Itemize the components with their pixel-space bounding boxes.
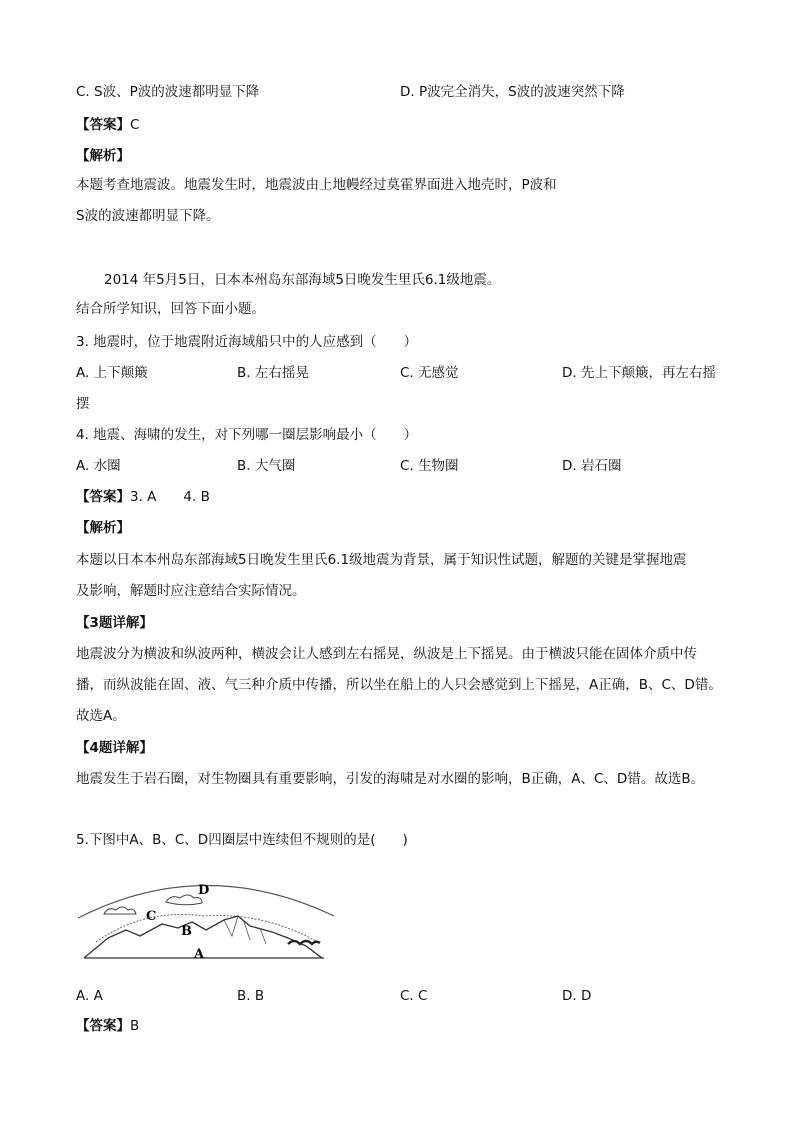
q2-answer bbox=[76, 115, 139, 135]
q2-analysis-label: 【解析】 bbox=[76, 148, 130, 164]
q3-detail-label: 【3题详解】 bbox=[76, 615, 153, 631]
q4-option-b: B. 大气圈 bbox=[237, 458, 296, 474]
label-d: D bbox=[198, 883, 210, 898]
q3-option-d: D. 先上下颠簸，再左右摇 bbox=[562, 365, 716, 381]
answer-value: C bbox=[130, 117, 140, 133]
q34-analysis-line2: 及影响，解题时应注意结合实际情况。 bbox=[76, 583, 306, 599]
q5-option-b: B. B bbox=[237, 988, 265, 1004]
q5-option-d: D. D bbox=[562, 988, 592, 1004]
q4-detail-label: 【4题详解】 bbox=[76, 740, 153, 756]
label-b: B bbox=[181, 924, 192, 939]
q5-answer bbox=[76, 1016, 139, 1036]
label-c: C bbox=[146, 909, 157, 924]
intro-line2: 结合所学知识，回答下面小题。 bbox=[76, 301, 265, 317]
q4-detail-line1: 地震发生于岩石圈，对生物圈具有重要影响，引发的海啸是对水圈的影响，B正确，A、C、D错。故选B。 bbox=[76, 771, 705, 787]
answer-label: 【答案】 bbox=[76, 1018, 130, 1034]
label-a: A bbox=[194, 947, 205, 962]
earth-spheres-figure bbox=[74, 872, 338, 968]
q34-analysis-label: 【解析】 bbox=[76, 520, 130, 536]
q4-option-d: D. 岩石圈 bbox=[562, 458, 622, 474]
answer-value: B bbox=[130, 1018, 140, 1034]
q2-analysis-line2: S波的波速都明显下降。 bbox=[76, 208, 220, 224]
q3-option-a: A. 上下颠簸 bbox=[76, 365, 148, 381]
q2-option-c: C. S波、P波的波速都明显下降 bbox=[76, 84, 260, 100]
cloud-left bbox=[104, 907, 136, 914]
intro-line1: 2014 年5月5日，日本本州岛东部海域5日晚发生里氏6.1级地震。 bbox=[104, 272, 501, 288]
q2-option-d: D. P波完全消失，S波的波速突然下降 bbox=[400, 84, 625, 100]
q3-option-c: C. 无感觉 bbox=[400, 365, 459, 381]
q3-stem: 3. 地震时，位于地震附近海域船只中的人应感到（ ） bbox=[76, 334, 418, 350]
answer-label: 【答案】 bbox=[76, 489, 130, 505]
q4-stem: 4. 地震、海啸的发生，对下列哪一圈层影响最小（ ） bbox=[76, 427, 418, 443]
biosphere-layer bbox=[96, 914, 318, 942]
q5-option-a: A. A bbox=[76, 988, 103, 1004]
q4-option-c: C. 生物圈 bbox=[400, 458, 459, 474]
q3-option-b: B. 左右摇晃 bbox=[237, 365, 309, 381]
q4-option-a: A. 水圈 bbox=[76, 458, 121, 474]
ocean-waves bbox=[288, 941, 320, 944]
q3-detail-line2: 播，而纵波能在固、液、气三种介质中传播，所以坐在船上的人只会感觉到上下摇晃，A正确，B、C、D错。 bbox=[76, 677, 722, 693]
q3-option-d-wrap: 摆 bbox=[76, 396, 90, 412]
answer-value: 3. A 4. B bbox=[130, 489, 210, 505]
q3-detail-line1: 地震波分为横波和纵波两种，横波会让人感到左右摇晃，纵波是上下摇晃。由于横波只能在固体介质中传 bbox=[76, 646, 697, 662]
q34-answer bbox=[76, 487, 210, 507]
cloud-center bbox=[166, 895, 202, 905]
q5-option-c: C. C bbox=[400, 988, 428, 1004]
q34-analysis-line1: 本题以日本本州岛东部海域5日晚发生里氏6.1级地震为背景，属于知识性试题，解题的关键是掌握地震 bbox=[76, 552, 687, 568]
q2-analysis-line1: 本题考查地震波。地震发生时，地震波由上地幔经过莫霍界面进入地壳时，P波和 bbox=[76, 177, 557, 193]
q5-stem: 5.下图中A、B、C、D四圈层中连续但不规则的是( ) bbox=[76, 832, 408, 848]
q3-detail-line3: 故选A。 bbox=[76, 708, 126, 724]
answer-label: 【答案】 bbox=[76, 117, 130, 133]
